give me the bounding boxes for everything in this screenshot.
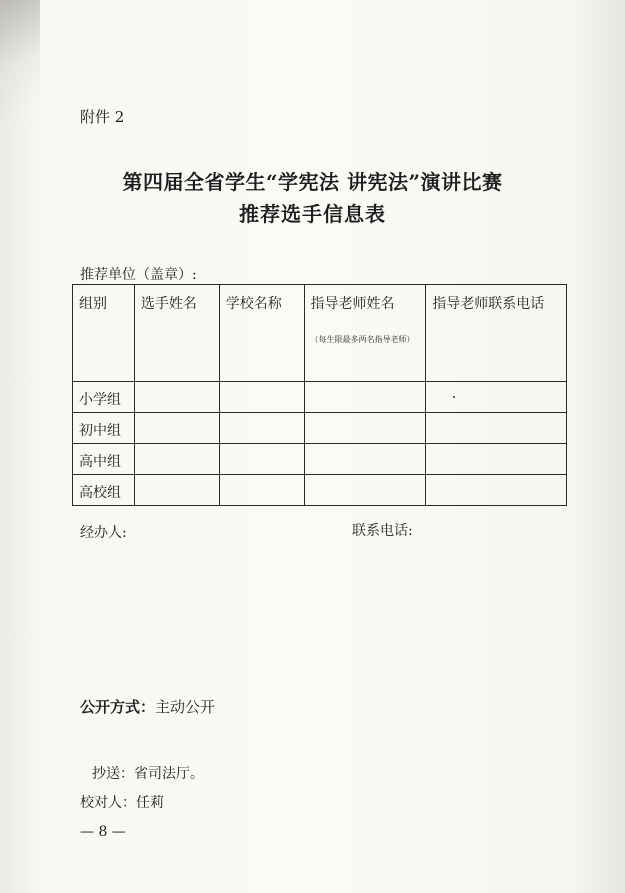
candidate-name-cell[interactable]	[134, 382, 219, 413]
proofreader-line: 校对人：任莉	[80, 795, 164, 811]
header-cell-teacher-name: 指导老师姓名 （每生限最多两名指导老师）	[304, 285, 426, 382]
group-cell: 高中组	[73, 444, 135, 475]
stray-mark	[453, 396, 455, 398]
disclosure-line	[80, 696, 215, 717]
disclosure-label: 公开方式：	[80, 698, 156, 716]
attachment-label: 附件 2	[80, 108, 125, 126]
teacher-phone-cell[interactable]	[426, 475, 567, 506]
header-cell-teacher-phone: 指导老师联系电话	[426, 285, 567, 382]
page-corner-shadow	[0, 0, 40, 160]
table-row	[73, 475, 567, 506]
candidate-name-cell[interactable]	[134, 475, 219, 506]
header-cell-candidate-name: 选手姓名	[134, 285, 219, 382]
table-row	[73, 382, 567, 413]
teacher-name-cell[interactable]	[304, 475, 426, 506]
group-cell: 初中组	[73, 413, 135, 444]
table-header-row	[73, 285, 567, 382]
cc-line: 抄送：省司法厅。	[92, 766, 204, 782]
teacher-name-cell[interactable]	[304, 382, 426, 413]
school-name-cell[interactable]	[219, 475, 304, 506]
school-name-cell[interactable]	[219, 444, 304, 475]
candidate-name-cell[interactable]	[134, 413, 219, 444]
table-row	[73, 413, 567, 444]
teacher-phone-cell[interactable]	[426, 413, 567, 444]
document-title: 第四届全省学生“学宪法 讲宪法”演讲比赛	[122, 170, 503, 194]
header-cell-group: 组别	[73, 285, 135, 382]
document-subtitle: 推荐选手信息表	[239, 202, 386, 226]
table-row	[73, 444, 567, 475]
disclosure-value: 主动公开	[155, 698, 216, 716]
contact-phone-label: 联系电话:	[352, 523, 413, 539]
header-cell-school-name: 学校名称	[219, 285, 304, 382]
school-name-cell[interactable]	[219, 413, 304, 444]
school-name-cell[interactable]	[219, 382, 304, 413]
teacher-phone-cell[interactable]	[426, 382, 567, 413]
handler-label: 经办人:	[80, 525, 127, 541]
teacher-name-cell[interactable]	[304, 413, 426, 444]
teacher-name-cell[interactable]	[304, 444, 426, 475]
teacher-phone-cell[interactable]	[426, 444, 567, 475]
candidate-info-table	[72, 284, 567, 506]
page-number: — 8 —	[80, 824, 126, 840]
candidate-name-cell[interactable]	[134, 444, 219, 475]
recommending-unit-label: 推荐单位（盖章）:	[80, 267, 197, 283]
group-cell: 高校组	[73, 475, 135, 506]
group-cell: 小学组	[73, 382, 135, 413]
teacher-limit-note: （每生限最多两名指导老师）	[310, 335, 415, 344]
